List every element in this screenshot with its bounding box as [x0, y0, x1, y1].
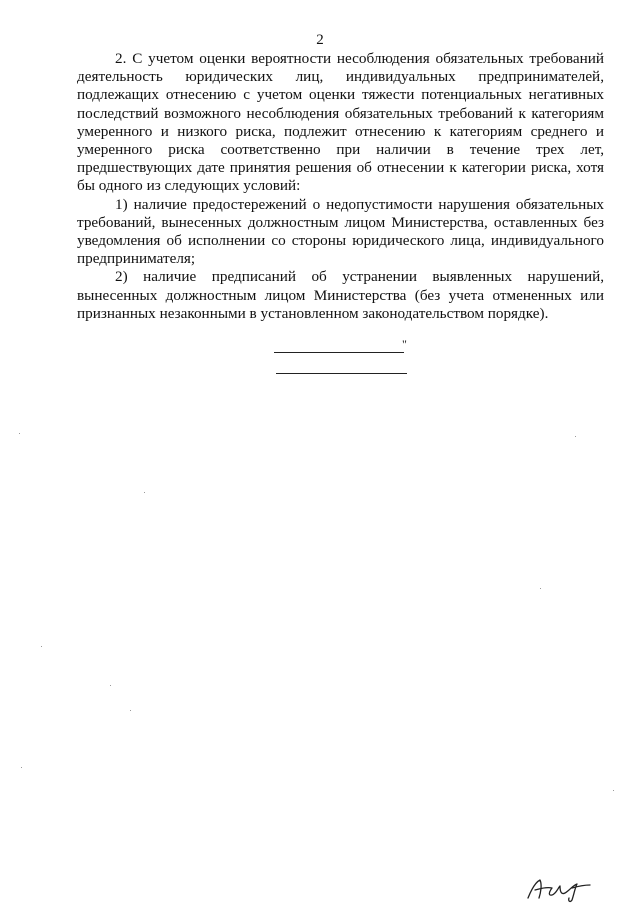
end-of-text-mark [271, 337, 411, 380]
handwritten-initials [522, 874, 594, 904]
scan-speck [130, 710, 131, 711]
end-rule-upper [274, 352, 404, 353]
paragraph-condition-warnings: 1) наличие предостережений о недопустимости нарушения обязательных требований, вынесенных должностным лицом Министерства, оставленных без уведомления об исполнении со стороны юридического лица, индивидуального предпринимателя; [77, 195, 604, 268]
scan-speck [41, 646, 42, 647]
page-number: 2 [316, 32, 324, 48]
scan-speck [540, 588, 541, 589]
scan-speck [144, 492, 145, 493]
document-body [77, 50, 604, 323]
scan-speck [575, 436, 576, 437]
paragraph-condition-orders: 2) наличие предписаний об устранении выявленных нарушений, вынесенных должностным лицом Министерства (без учета отмененных или признанных незаконными в установленном законодательством порядке). [77, 268, 604, 322]
scan-speck [19, 433, 20, 434]
scan-speck [21, 767, 22, 768]
scan-speck [613, 790, 614, 791]
scan-speck [110, 685, 111, 686]
end-rule-lower [276, 373, 407, 374]
paragraph-risk-criteria: 2. С учетом оценки вероятности несоблюдения обязательных требований деятельность юридических лиц, индивидуальных предпринимателей, подлежащих отнесению с учетом оценки тяжести потенциальных негативных последствий возможного несоблюдения обязательных требований к категориям умеренного и низкого риска, подлежит отнесению к категориям среднего и умеренного риска соответственно при наличии в течение трех лет, предшествующих дате принятия решения об отнесении к категории риска, хотя бы одного из следующих условий: [77, 50, 604, 195]
closing-quote: " [402, 337, 407, 351]
